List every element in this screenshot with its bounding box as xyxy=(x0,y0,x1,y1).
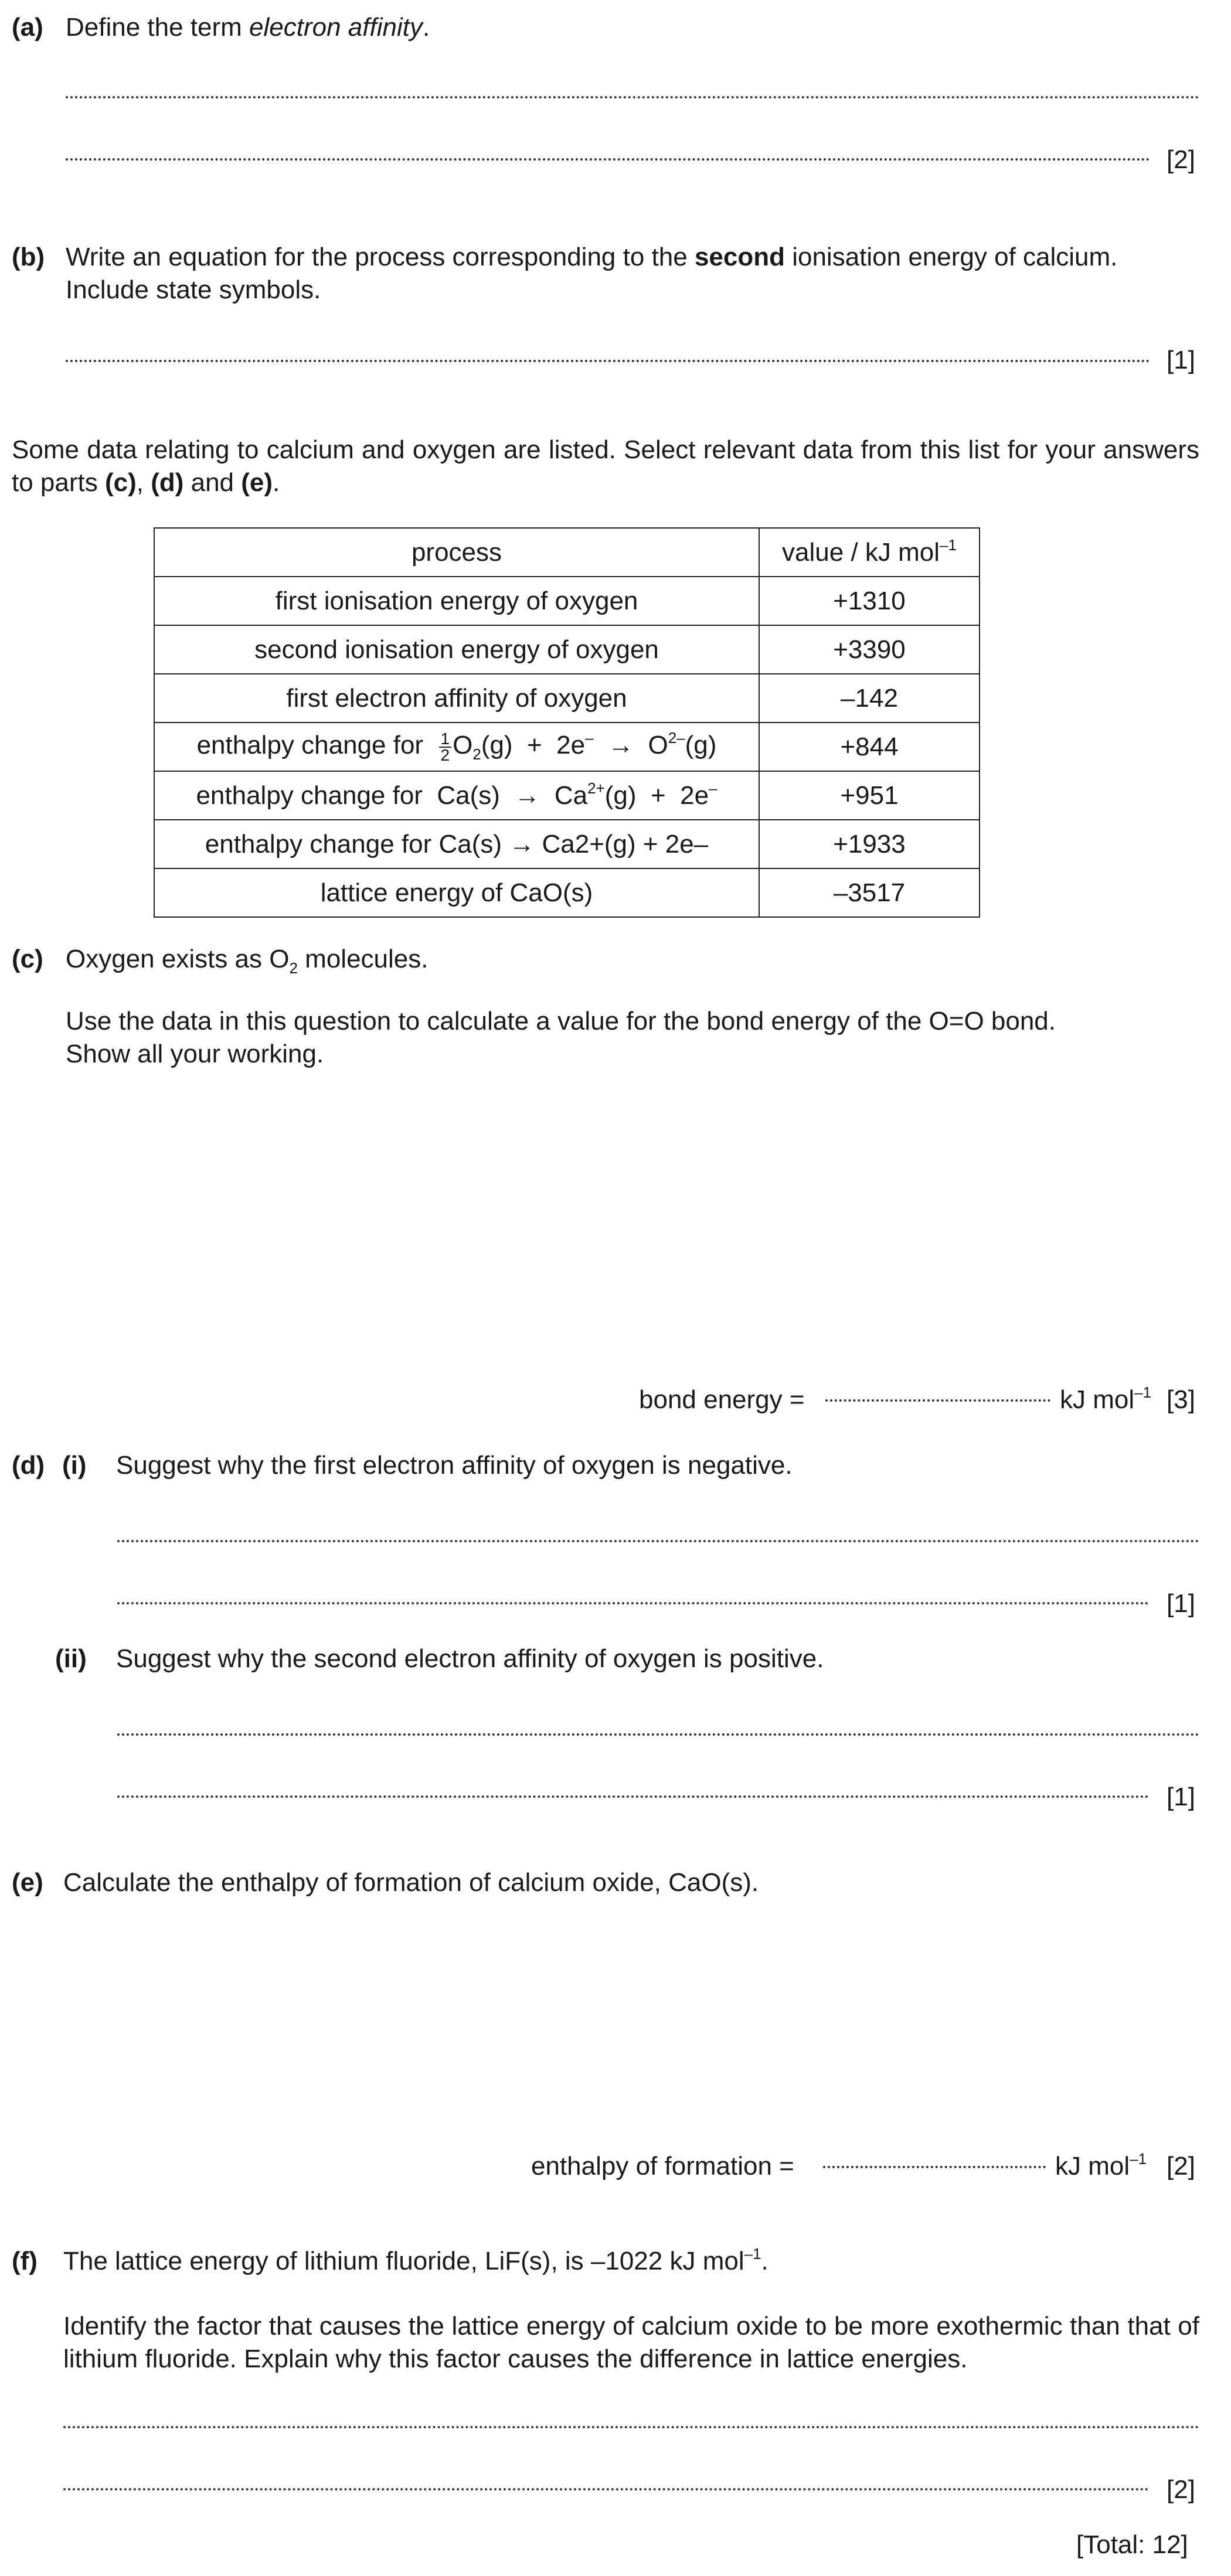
bond-energy-label: bond energy = xyxy=(639,1385,805,1414)
marks: [2] xyxy=(1167,2152,1195,2180)
table-cell-value: –142 xyxy=(759,674,980,723)
table-row xyxy=(154,577,980,625)
table-cell-value: +951 xyxy=(759,771,980,820)
part-b-question: Write an equation for the process corresponding to the second ionisation energy of calcium. xyxy=(66,243,1118,271)
answer-line[interactable] xyxy=(117,1733,1199,1736)
table-cell-value: +1933 xyxy=(759,820,980,868)
part-d-i-label: (i) xyxy=(62,1451,87,1480)
part-f-statement: The lattice energy of lithium fluoride, LiF(s), is –1022 kJ mol$^{-1}$. xyxy=(63,2245,768,2275)
part-d-i-question: Suggest why the first electron affinity of oxygen is negative. xyxy=(116,1451,793,1480)
data-table xyxy=(154,527,980,918)
part-b-instruction: Include state symbols. xyxy=(66,275,321,304)
table-cell-value: +1310 xyxy=(759,577,980,625)
marks: [3] xyxy=(1167,1385,1195,1414)
table-cell-process: first ionisation energy of oxygen xyxy=(154,577,759,625)
table-cell-process: enthalpy change for $\frac{1}{2}$ $O_2(g) + 2e^- \to O^{2-}(g)$ xyxy=(154,723,759,771)
table-cell-value: –3517 xyxy=(759,868,980,917)
answer-line[interactable] xyxy=(66,158,1150,161)
part-a-question: Define the term electron affinity. xyxy=(66,13,430,42)
table-cell-value: +844 xyxy=(759,723,980,771)
table-cell-process: first electron affinity of oxygen xyxy=(154,674,759,723)
answer-line[interactable] xyxy=(117,1540,1199,1542)
intro-paragraph: Some data relating to calcium and oxygen are listed. Select relevant data from this list for your answers to parts (c), (d) and (e). xyxy=(12,435,1199,497)
marks: [2] xyxy=(1167,2475,1195,2504)
unit-label: kJ mol$^{-1}$ xyxy=(1060,1384,1152,1414)
answer-line[interactable] xyxy=(117,1602,1149,1604)
part-c-label: (c) xyxy=(12,945,43,973)
part-d-ii-question: Suggest why the second electron affinity of oxygen is positive. xyxy=(116,1644,824,1673)
part-b-label: (b) xyxy=(12,243,45,271)
table-row xyxy=(154,820,980,868)
part-c-question: Use the data in this question to calculate a value for the bond energy of the O=O bond. xyxy=(66,1007,1056,1035)
answer-line[interactable] xyxy=(117,1795,1149,1798)
part-e-label: (e) xyxy=(12,1868,43,1897)
total-marks: [Total: 12] xyxy=(1076,2530,1188,2559)
part-f-question: Identify the factor that causes the lattice energy of calcium oxide to be more exothermic than that of lithium fluoride. Explain why this factor causes the difference in lattice energies. xyxy=(63,2312,1199,2373)
table-row xyxy=(154,674,980,723)
table-cell-process: enthalpy change for $Ca(s) \to Ca^{2+}(g) + 2e^-$ xyxy=(154,771,759,820)
enthalpy-label: enthalpy of formation = xyxy=(531,2152,794,2180)
part-c-statement: Oxygen exists as $O_2$ molecules. xyxy=(66,945,429,977)
table-cell-process: lattice energy of CaO(s) xyxy=(154,868,759,917)
table-cell-process: second ionisation energy of oxygen xyxy=(154,625,759,674)
answer-line[interactable] xyxy=(66,96,1199,98)
table-header-value: value / kJ mol$^{-1}$ xyxy=(759,528,980,577)
table-row xyxy=(154,723,980,771)
marks: [1] xyxy=(1167,1589,1195,1618)
table-cell-process: enthalpy change for Ca(s) → Ca2+(g) + 2e– xyxy=(154,820,759,868)
answer-line[interactable] xyxy=(63,2426,1199,2428)
part-f-label: (f) xyxy=(12,2247,38,2275)
enthalpy-answer-line[interactable] xyxy=(823,2166,1046,2168)
table-row xyxy=(154,771,980,820)
part-c-instruction: Show all your working. xyxy=(66,1040,324,1068)
table-cell-value: +3390 xyxy=(759,625,980,674)
part-d-ii-label: (ii) xyxy=(55,1644,87,1673)
answer-line[interactable] xyxy=(63,2488,1149,2490)
table-header-process: process xyxy=(154,528,759,577)
table-header-row xyxy=(154,528,980,577)
marks: [2] xyxy=(1167,145,1195,174)
answer-line[interactable] xyxy=(66,360,1150,362)
marks: [1] xyxy=(1167,1783,1195,1811)
unit-label: kJ mol$^{-1}$ xyxy=(1055,2150,1147,2180)
table-row xyxy=(154,868,980,917)
part-a-label: (a) xyxy=(12,13,43,42)
part-e-question: Calculate the enthalpy of formation of calcium oxide, CaO(s). xyxy=(63,1868,759,1897)
bond-energy-answer-line[interactable] xyxy=(825,1399,1050,1402)
part-d-label: (d) xyxy=(12,1451,45,1480)
marks: [1] xyxy=(1167,346,1195,374)
table-row xyxy=(154,625,980,674)
